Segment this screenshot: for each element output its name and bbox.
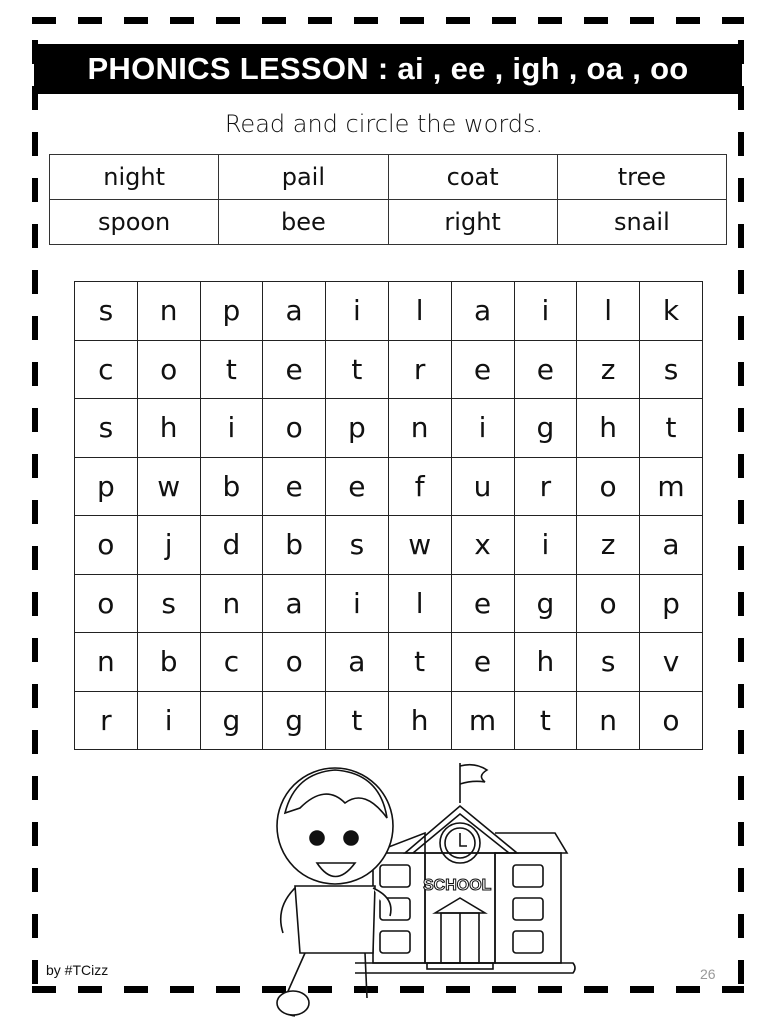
grid-letter-cell[interactable]: o <box>577 574 640 633</box>
grid-letter-cell[interactable]: r <box>75 691 138 750</box>
grid-letter-cell[interactable]: n <box>577 691 640 750</box>
running-boy-icon <box>277 768 393 1016</box>
word-bank-row <box>50 200 727 245</box>
grid-letter-cell[interactable]: h <box>577 399 640 458</box>
grid-letter-cell[interactable]: h <box>137 399 200 458</box>
grid-row <box>75 457 703 516</box>
grid-letter-cell[interactable]: s <box>639 340 702 399</box>
instruction-text: Read and circle the words. <box>224 110 544 138</box>
title-bar <box>34 44 742 94</box>
word-bank-cell: pail <box>219 155 388 200</box>
grid-letter-cell[interactable]: i <box>514 282 577 341</box>
word-bank-row <box>50 155 727 200</box>
grid-letter-cell[interactable]: c <box>200 633 263 692</box>
grid-letter-cell[interactable]: d <box>200 516 263 575</box>
grid-row <box>75 399 703 458</box>
grid-letter-cell[interactable]: o <box>639 691 702 750</box>
grid-letter-cell[interactable]: z <box>577 340 640 399</box>
boy-and-school-illustration <box>255 758 585 1020</box>
grid-letter-cell[interactable]: s <box>577 633 640 692</box>
page-number: 26 <box>700 966 716 982</box>
grid-letter-cell[interactable]: a <box>263 574 326 633</box>
grid-letter-cell[interactable]: h <box>514 633 577 692</box>
grid-letter-cell[interactable]: e <box>451 574 514 633</box>
word-bank-table <box>49 154 727 245</box>
grid-letter-cell[interactable]: v <box>639 633 702 692</box>
grid-letter-cell[interactable]: i <box>137 691 200 750</box>
grid-letter-cell[interactable]: n <box>200 574 263 633</box>
grid-letter-cell[interactable]: h <box>388 691 451 750</box>
grid-letter-cell[interactable]: g <box>514 399 577 458</box>
dashed-border-right <box>738 40 744 985</box>
grid-letter-cell[interactable]: b <box>200 457 263 516</box>
grid-letter-cell[interactable]: s <box>137 574 200 633</box>
grid-letter-cell[interactable]: l <box>388 574 451 633</box>
word-bank-cell: coat <box>388 155 557 200</box>
dashed-border-left <box>32 40 38 985</box>
grid-letter-cell[interactable]: p <box>200 282 263 341</box>
grid-row <box>75 516 703 575</box>
grid-letter-cell[interactable]: o <box>75 574 138 633</box>
grid-letter-cell[interactable]: p <box>75 457 138 516</box>
grid-letter-cell[interactable]: a <box>263 282 326 341</box>
grid-letter-cell[interactable]: t <box>514 691 577 750</box>
grid-letter-cell[interactable]: n <box>137 282 200 341</box>
credit-text: by #TCizz <box>46 962 109 978</box>
word-bank-cell: spoon <box>50 200 219 245</box>
grid-letter-cell[interactable]: s <box>75 282 138 341</box>
word-bank-cell: night <box>50 155 219 200</box>
grid-letter-cell[interactable]: j <box>137 516 200 575</box>
grid-letter-cell[interactable]: b <box>137 633 200 692</box>
grid-letter-cell[interactable]: g <box>263 691 326 750</box>
grid-letter-cell[interactable]: s <box>326 516 389 575</box>
grid-letter-cell[interactable]: s <box>75 399 138 458</box>
grid-letter-cell[interactable]: t <box>326 691 389 750</box>
grid-letter-cell[interactable]: k <box>639 282 702 341</box>
grid-letter-cell[interactable]: z <box>577 516 640 575</box>
grid-letter-cell[interactable]: c <box>75 340 138 399</box>
grid-letter-cell[interactable]: a <box>639 516 702 575</box>
grid-letter-cell[interactable]: o <box>263 399 326 458</box>
grid-letter-cell[interactable]: t <box>326 340 389 399</box>
grid-letter-cell[interactable]: g <box>200 691 263 750</box>
grid-letter-cell[interactable]: o <box>263 633 326 692</box>
word-bank-cell: right <box>388 200 557 245</box>
word-bank-cell: tree <box>557 155 726 200</box>
grid-letter-cell[interactable]: e <box>514 340 577 399</box>
grid-letter-cell[interactable]: p <box>326 399 389 458</box>
grid-letter-cell[interactable]: n <box>75 633 138 692</box>
svg-text:SCHOOL: SCHOOL <box>423 877 492 894</box>
grid-letter-cell[interactable]: l <box>577 282 640 341</box>
grid-letter-cell[interactable]: t <box>388 633 451 692</box>
grid-letter-cell[interactable]: p <box>639 574 702 633</box>
grid-letter-cell[interactable]: i <box>200 399 263 458</box>
grid-letter-cell[interactable]: t <box>200 340 263 399</box>
grid-letter-cell[interactable]: i <box>326 574 389 633</box>
grid-letter-cell[interactable]: a <box>326 633 389 692</box>
grid-letter-cell[interactable]: w <box>388 516 451 575</box>
grid-letter-cell[interactable]: x <box>451 516 514 575</box>
grid-row <box>75 282 703 341</box>
grid-row <box>75 340 703 399</box>
grid-letter-cell[interactable]: i <box>451 399 514 458</box>
grid-letter-cell[interactable]: o <box>75 516 138 575</box>
grid-letter-cell[interactable]: i <box>514 516 577 575</box>
grid-letter-cell[interactable]: o <box>137 340 200 399</box>
grid-letter-cell[interactable]: e <box>263 340 326 399</box>
grid-letter-cell[interactable]: b <box>263 516 326 575</box>
grid-letter-cell[interactable]: a <box>451 282 514 341</box>
grid-letter-cell[interactable]: f <box>388 457 451 516</box>
grid-letter-cell[interactable]: r <box>514 457 577 516</box>
grid-row <box>75 633 703 692</box>
grid-letter-cell[interactable]: e <box>263 457 326 516</box>
grid-letter-cell[interactable]: e <box>451 633 514 692</box>
grid-letter-cell[interactable]: g <box>514 574 577 633</box>
grid-letter-cell[interactable]: u <box>451 457 514 516</box>
grid-row <box>75 574 703 633</box>
grid-letter-cell[interactable]: n <box>388 399 451 458</box>
school-building-icon <box>355 763 575 973</box>
grid-letter-cell[interactable]: e <box>326 457 389 516</box>
grid-row <box>75 691 703 750</box>
page-title: PHONICS LESSON : ai , ee , igh , oa , oo <box>87 51 689 86</box>
grid-letter-cell[interactable]: o <box>577 457 640 516</box>
dashed-border-top <box>32 17 744 24</box>
word-bank-cell: bee <box>219 200 388 245</box>
word-bank-cell: snail <box>557 200 726 245</box>
grid-letter-cell[interactable]: t <box>639 399 702 458</box>
grid-letter-cell[interactable]: i <box>326 282 389 341</box>
grid-letter-cell[interactable]: l <box>388 282 451 341</box>
grid-letter-cell[interactable]: r <box>388 340 451 399</box>
grid-letter-cell[interactable]: w <box>137 457 200 516</box>
grid-letter-cell[interactable]: m <box>639 457 702 516</box>
grid-letter-cell[interactable]: m <box>451 691 514 750</box>
grid-letter-cell[interactable]: e <box>451 340 514 399</box>
word-search-grid <box>74 281 703 750</box>
